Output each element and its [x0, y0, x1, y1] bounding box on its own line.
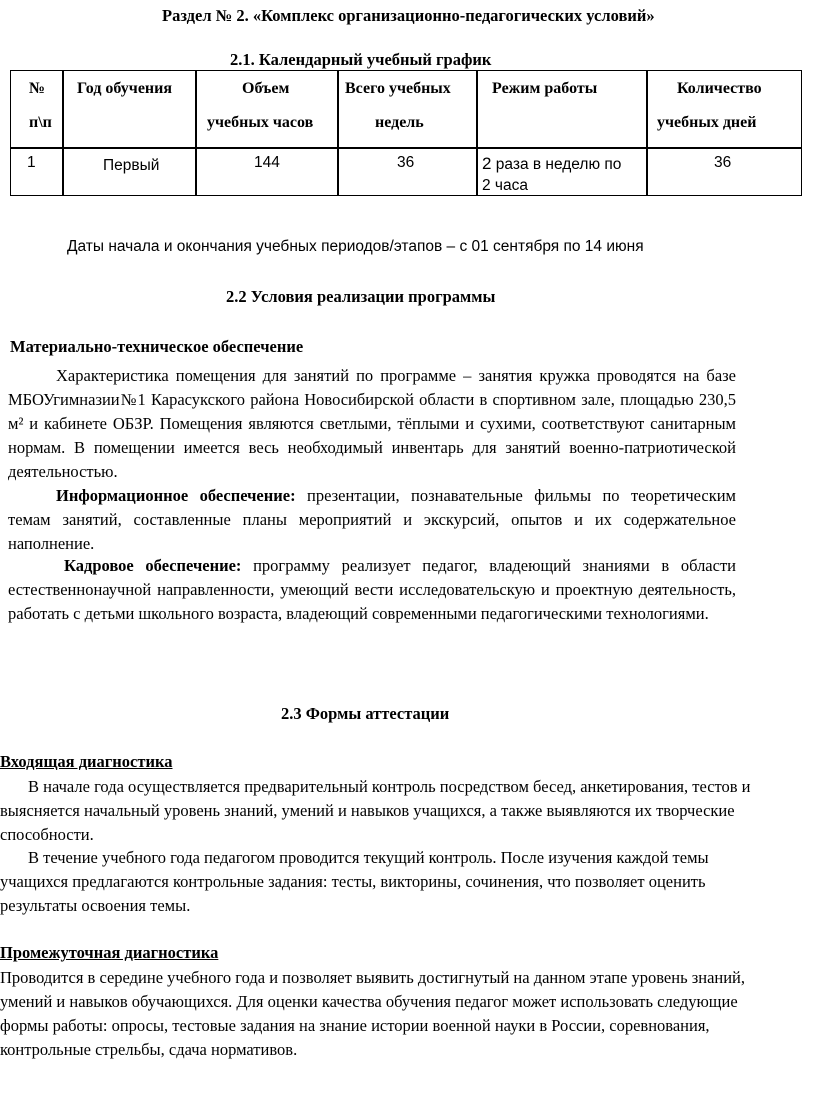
info-label: Информационное обеспечение:	[56, 486, 296, 505]
incoming-paragraph-2: В течение учебного года педагогом проводится текущий контроль. После изучения каждой темы учащихся предлагаются контрольные задания: тесты, викторины, сочинения, что позволяет оценить результаты освоения темы.	[0, 848, 709, 915]
calendar-schedule-heading: 2.1. Календарный учебный график	[230, 50, 492, 69]
row-hours: 144	[254, 154, 280, 171]
material-paragraph: Характеристика помещения для занятий по программе – занятия кружка проводятся на базе МБОУгимназии№1 Карасукского района Новосибирской области в спортивном зале, площадью 230,5 м² и кабинете ОБЗР. Помещения являются светлыми, тёплыми и сухими, соответствуют санитарным нормам. В помещении имеется весь необходимый инвентарь для занятий военно-патриотической деятельностью.	[8, 366, 736, 481]
row-number: 1	[27, 154, 36, 171]
section-title: Раздел № 2. «Комплекс организационно-педагогических условий»	[162, 6, 655, 25]
header-number: № п\п	[29, 80, 52, 131]
info-paragraph	[8, 484, 736, 556]
intermediate-heading: Промежуточная диагностика	[0, 943, 219, 962]
row-mode: 2 раза в неделю по 2 часа	[482, 154, 622, 194]
staff-label: Кадровое обеспечение:	[64, 556, 242, 575]
staff-text: программу реализует педагог, владеющий знаниями в области естественнонаучной направленности, умеющий вести исследовательскую и проектную деятельность, работать с детьми школьного возраста, владеющий современными педагогическими технологиями.	[8, 556, 736, 623]
material-heading: Материально-техническое обеспечение	[10, 337, 304, 356]
header-hours: Объем учебных часов	[207, 80, 314, 131]
header-weeks: Всего учебных недель	[345, 80, 451, 131]
incoming-heading: Входящая диагностика	[0, 752, 173, 771]
row-year: Первый	[103, 157, 160, 174]
schedule-table	[10, 70, 802, 196]
header-days: Количество учебных дней	[657, 80, 762, 131]
attestation-heading: 2.3 Формы аттестации	[281, 704, 450, 723]
row-days: 36	[714, 154, 732, 171]
staff-paragraph	[8, 554, 736, 626]
incoming-paragraph-1: В начале года осуществляется предварительный контроль посредством бесед, анкетирования, тестов и выясняется начальный уровень знаний, умений и навыков учащихся, а также выявляются их творческие способности.	[0, 777, 751, 844]
dates-line: Даты начала и окончания учебных периодов/этапов – с 01 сентября по 14 июня	[67, 238, 644, 255]
header-year: Год обучения	[77, 80, 173, 97]
row-weeks: 36	[397, 154, 415, 171]
conditions-heading: 2.2 Условия реализации программы	[226, 287, 496, 306]
header-mode: Режим работы	[492, 80, 598, 97]
info-text: презентации, познавательные фильмы по теоретическим темам занятий, составленные планы мероприятий и экскурсий, опытов и их содержательное наполнение.	[8, 486, 736, 553]
intermediate-paragraph: Проводится в середине учебного года и позволяет выявить достигнутый на данном этапе уровень знаний, умений и навыков обучающихся. Для оценки качества обучения педагог может использовать следующие формы работы: опросы, тестовые задания на знание истории военной науки в России, соревнования, контрольные стрельбы, сдача нормативов.	[0, 968, 746, 1059]
